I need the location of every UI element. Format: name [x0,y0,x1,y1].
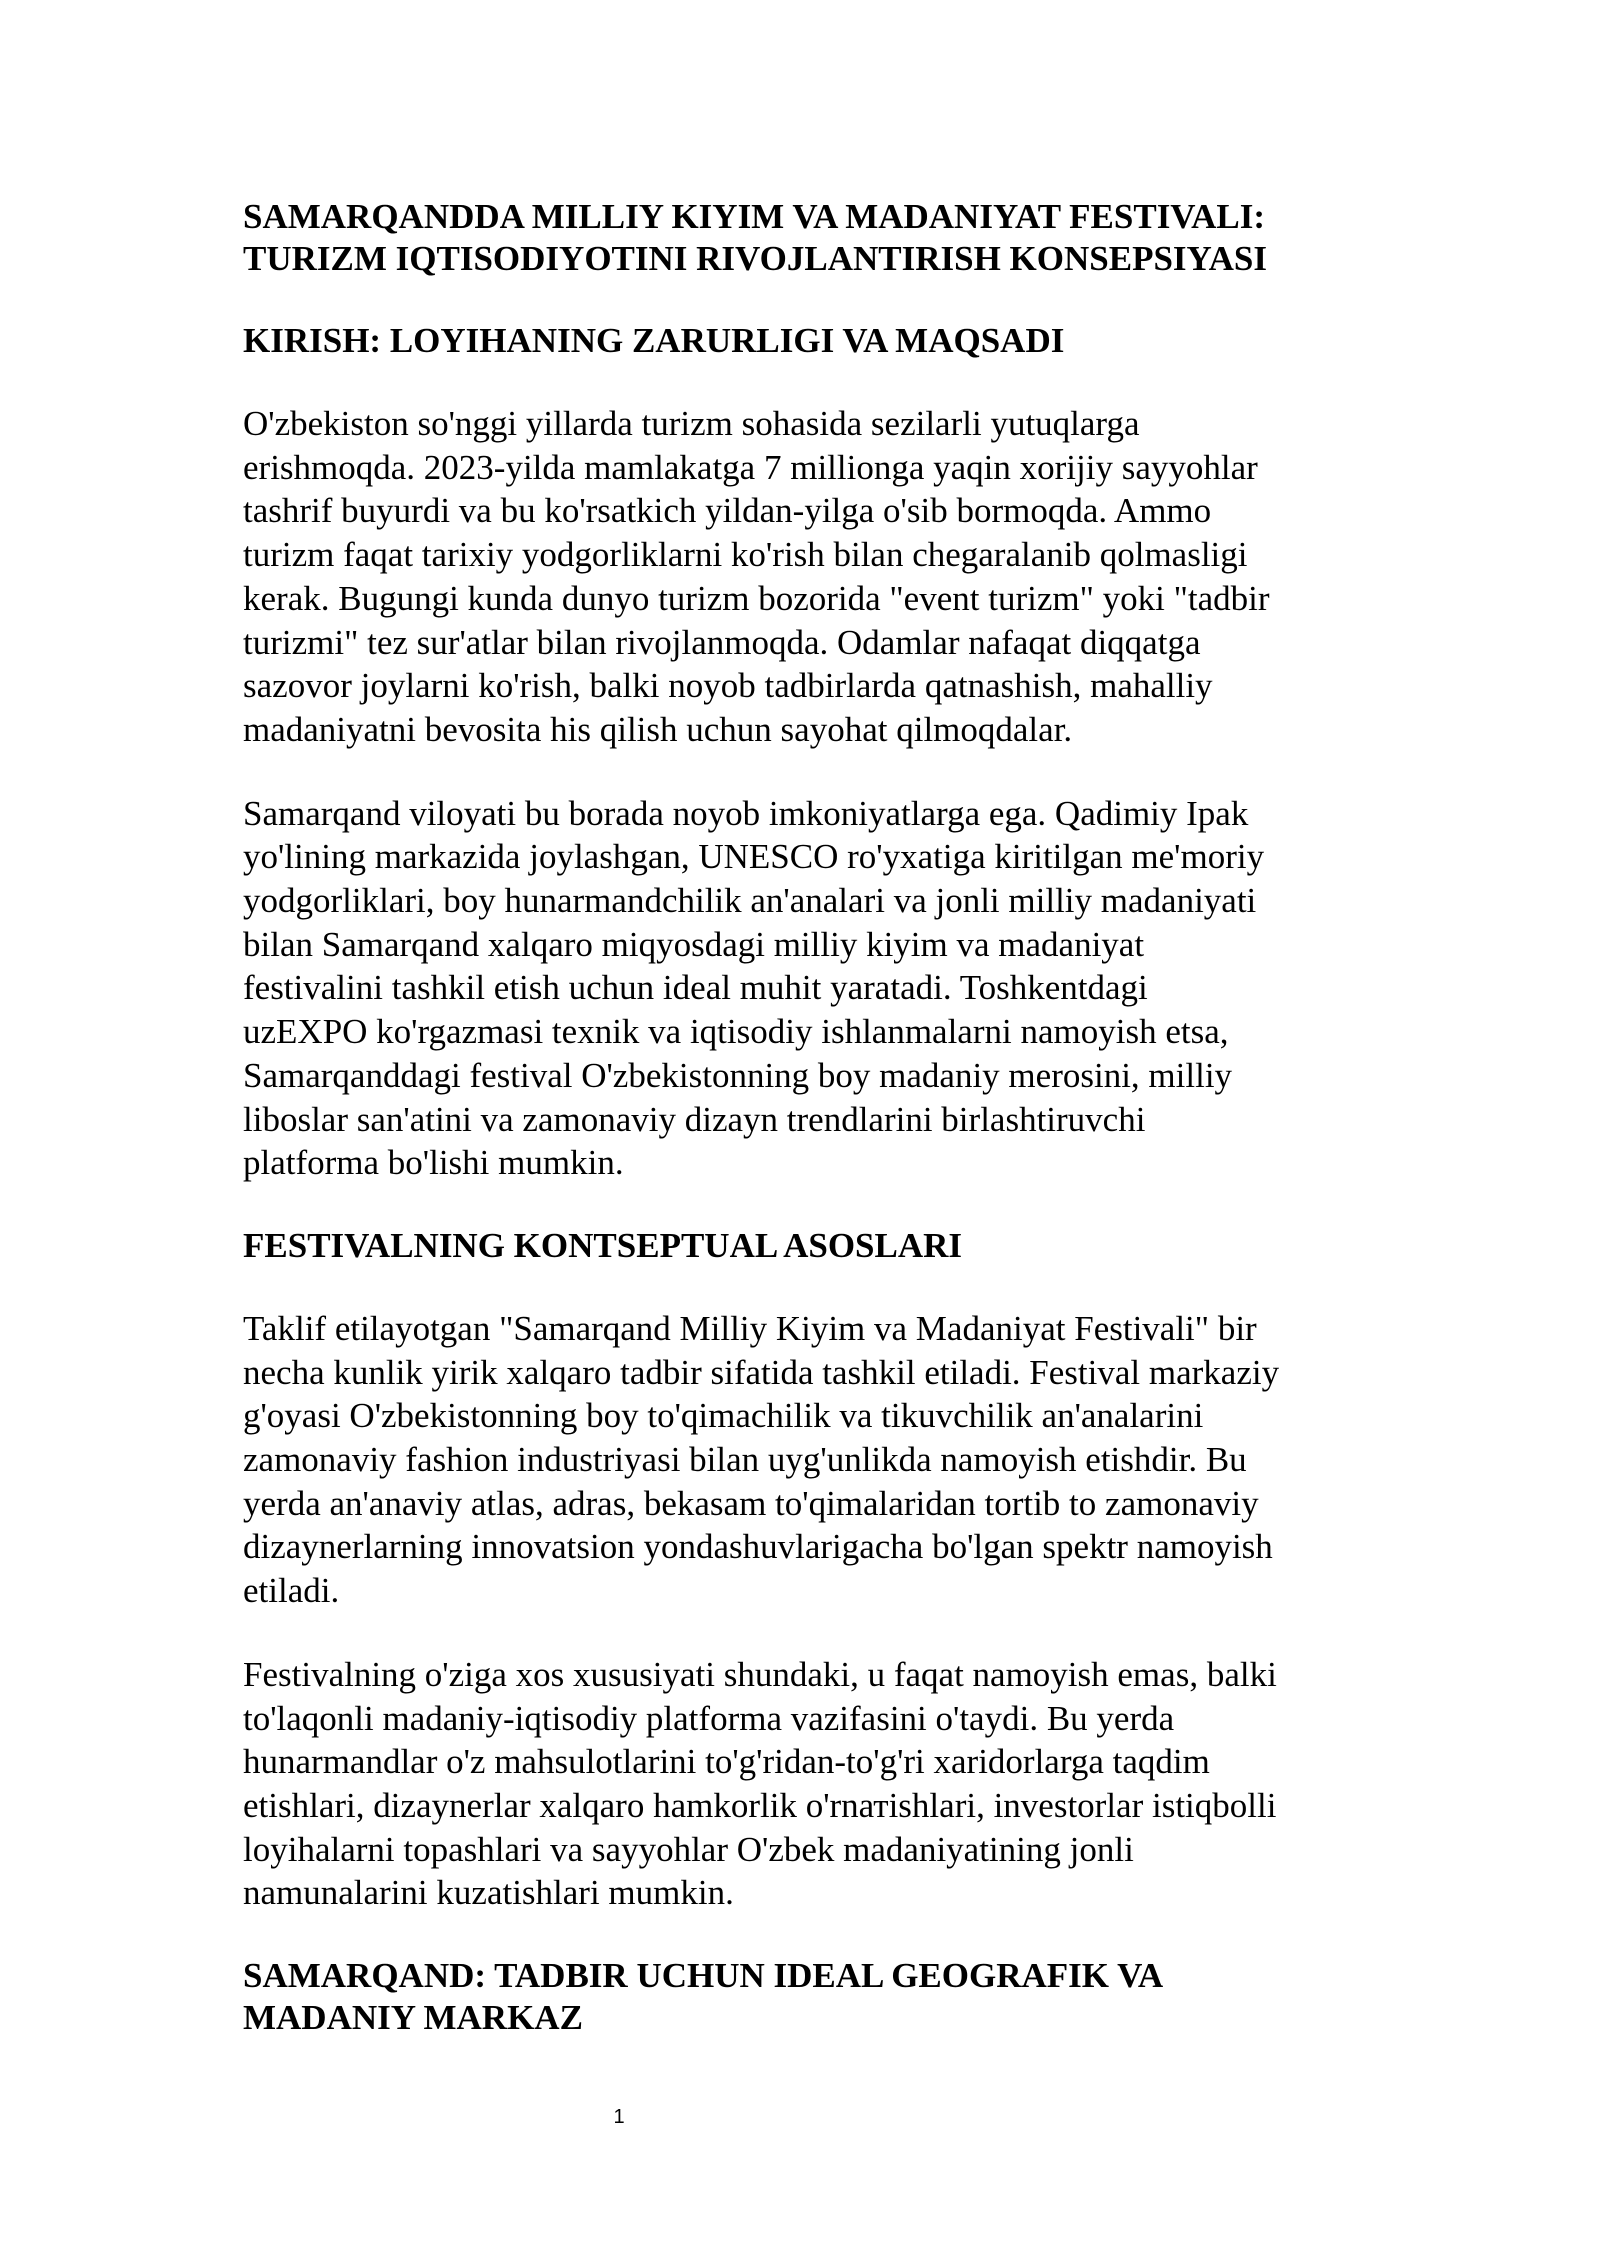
section-heading-kontseptual: FESTIVALNING KONTSEPTUAL ASOSLARI [243,1225,963,1265]
page-number: 1 [613,2106,625,2128]
title-line: TURIZM IQTISODIYOTINI RIVOJLANTIRISH KONSEPSIYASI [243,239,1267,278]
title-line: SAMARQANDDA MILLIY KIYIM VA MADANIYAT FESTIVALI: [243,197,1265,236]
text-line: kerak. Bugungi kunda dunyo turizm bozorida "event turizm" yoki "tadbir [243,578,1270,618]
text-line: zamonaviy fashion industriyasi bilan uyg'unlikda namoyish etishdir. Bu [243,1440,1247,1480]
paragraph [243,1653,1383,1915]
paragraph [243,1307,1383,1613]
paragraph [243,792,1383,1185]
text-line: platforma bo'lishi mumkin. [243,1143,624,1183]
text-line: namunalarini kuzatishlari mumkin. [243,1873,734,1913]
text-line: necha kunlik yirik xalqaro tadbir sifatida tashkil etiladi. Festival markaziy [243,1352,1280,1392]
text-line: to'laqonli madaniy-iqtisodiy platforma vazifasini o'taydi. Bu yerda [243,1698,1175,1738]
text-line: turizmi" tez sur'atlar bilan rivojlanmoqda. Odamlar nafaqat diqqatga [243,622,1201,662]
text-line: loyihalarni topashlari va sayyohlar O'zbek madaniyatining jonli [243,1829,1134,1869]
text-line: yodgorliklari, boy hunarmandchilik an'analari va jonli milliy madaniyati [243,881,1257,921]
text-line: turizm faqat tarixiy yodgorliklarni ko'rish bilan chegaralanib qolmasligi [243,535,1248,575]
text-line: g'oyasi O'zbekistonning boy to'qimachilik va tikuvchilik an'analarini [243,1396,1204,1436]
paragraph [243,402,1383,752]
text-line: Samarqanddagi festival O'zbekistonning boy madaniy merosini, milliy [243,1055,1233,1095]
text-line: etishlari, dizaynerlar xalqaro hamkorlik o'rnатishlari, investorlar istiqbolli [243,1785,1277,1825]
text-line: festivalini tashkil etish uchun ideal muhit yaratadi. Toshkentdagi [243,968,1148,1008]
text-line: uzEXPO ko'rgazmasi texnik va iqtisodiy ishlanmalarni namoyish etsa, [243,1012,1229,1052]
text-line: Taklif etilayotgan "Samarqand Milliy Kiyim va Madaniyat Festivali" bir [243,1308,1257,1348]
text-line: yo'lining markazida joylashgan, UNESCO ro'yxatiga kiritilgan me'moriy [243,837,1265,877]
section-heading-kirish: KIRISH: LOYIHANING ZARURLIGI VA MAQSADI [243,321,1065,360]
text-line: etiladi. [243,1571,340,1611]
text-line: O'zbekiston so'nggi yillarda turizm sohasida sezilarli yutuqlarga [243,404,1140,443]
text-line: Samarqand viloyati bu borada noyob imkoniyatlarga ega. Qadimiy Ipak [243,793,1249,833]
text-line: madaniyatni bevosita his qilish uchun sayohat qilmoqdalar. [243,709,1073,749]
document-body [243,196,1383,2079]
text-line: yerda an'anaviy atlas, adras, bekasam to'qimalaridan tortib to zamonaviy [243,1483,1259,1523]
text-line: dizaynerlarning innovatsion yondashuvlarigacha bo'lgan spektr namoyish [243,1527,1273,1567]
text-line: sazovor joylarni ko'rish, balki noyob tadbirlarda qatnashish, mahalliy [243,666,1213,706]
text-line: liboslar san'atini va zamonaviy dizayn trendlarini birlashtiruvchi [243,1099,1146,1139]
text-line: erishmoqda. 2023-yilda mamlakatga 7 millionga yaqin xorijiy sayyohlar [243,447,1258,487]
text-line: bilan Samarqand xalqaro miqyosdagi milliy kiyim va madaniyat [243,924,1145,964]
text-line: Festivalning o'ziga xos xususiyati shundaki, u faqat namoyish emas, balki [243,1654,1277,1694]
text-line: hunarmandlar o'z mahsulotlarini to'g'ridan-to'g'ri xaridorlarga taqdim [243,1742,1210,1782]
document-title [243,196,1383,280]
section-heading-samarqand [243,1955,1383,2039]
heading-line: SAMARQAND: TADBIR UCHUN IDEAL GEOGRAFIK VA [243,1956,1164,1996]
heading-line: MADANIY MARKAZ [243,1998,583,2038]
text-line: tashrif buyurdi va bu ko'rsatkich yildan-yilga o'sib bormoqda. Ammo [243,491,1212,531]
